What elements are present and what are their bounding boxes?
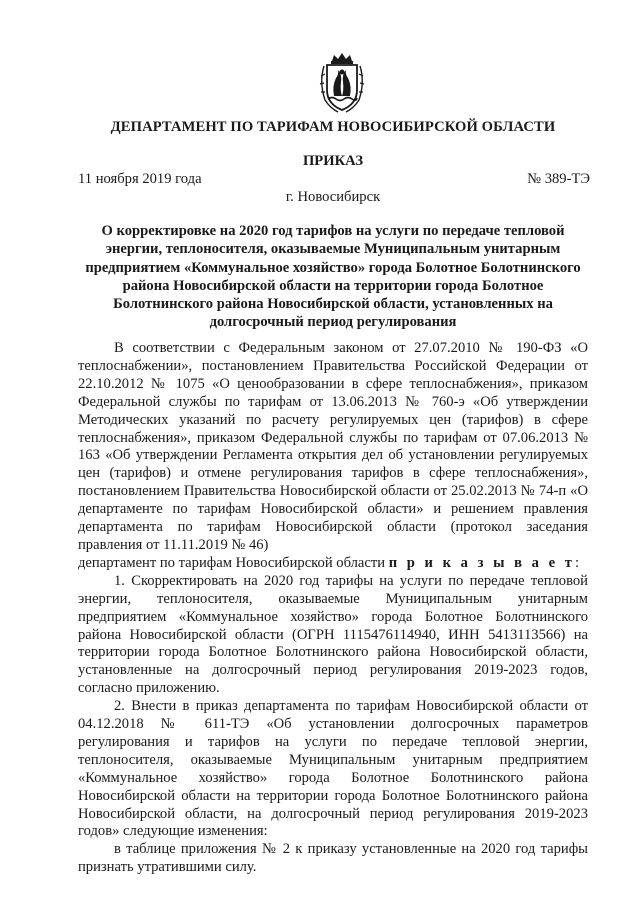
order-date: 11 ноября 2019 года [78, 171, 202, 187]
order-body [78, 340, 588, 877]
city: г. Новосибирск [285, 189, 381, 205]
order-colon: : [574, 554, 579, 571]
department-name: ДЕПАРТАМЕНТ ПО ТАРИФАМ НОВОСИБИРСКОЙ ОБЛАСТИ [110, 119, 556, 135]
order-number: № 389-ТЭ [527, 171, 590, 187]
document-type: ПРИКАЗ [302, 153, 364, 169]
item-1-paragraph: 1. Скорректировать на 2020 год тарифы на услуги по передаче тепловой энергии, теплоносителя, оказываемые Муниципальным унитарным предприятием «Коммунальное хозяйство» города Болотное Болотнинского района Новосибирской области (ОГРН 1115476114940, ИНН 5413113566) на территории города Болотное Болотнинского района Новосибирской области, установленные на долгосрочный период регулирования 2019-2023 годов, согласно приложению. [78, 572, 588, 697]
order-lead-text: департамент по тарифам Новосибирской области [78, 554, 386, 571]
novosibirsk-coat-of-arms-icon [316, 52, 368, 114]
order-keyword: п р и к а з ы в а е т [388, 554, 575, 571]
order-lead-paragraph [78, 555, 588, 573]
order-subject: О корректировке на 2020 год тарифов на услуги по передаче тепловой энергии, теплоносителя, оказываемые Муниципальным унитарным предприятием «Коммунальное хозяйство» города Болотное Болотнинского района Новосибирской области на территории города Болотное Болотнинского района Новосибирской области, установленных на долгосрочный период регулирования [85, 223, 581, 331]
item-2-paragraph: 2. Внести в приказ департамента по тарифам Новосибирской области от 04.12.2018 № 611-ТЭ «Об установлении долгосрочных параметров регулирования и тарифов на услуги по передаче тепловой энергии, теплоносителя, оказываемые Муниципальным унитарным предприятием «Коммунальное хозяйство» города Болотное Болотнинского района Новосибирской области на территории города Болотное Болотнинского района Новосибирской области, на долгосрочный период регулирования 2019-2023 годов» следующие изменения: [78, 698, 588, 840]
item-2-subparagraph: в таблице приложения № 2 к приказу установленные на 2020 год тарифы признать утратившими силу. [78, 841, 588, 876]
preamble-paragraph: В соответствии с Федеральным законом от 27.07.2010 № 190-ФЗ «О теплоснабжении», постановлением Правительства Российской Федерации от 22.10.2012 № 1075 «О ценообразовании в сфере теплоснабжения», приказом Федеральной службы по тарифам от 13.06.2013 № 760-э «Об утверждении Методических указаний по расчету регулируемых цен (тарифов) в сфере теплоснабжения», приказом Федеральной службы по тарифам от 07.06.2013 № 163 «Об утверждении Регламента открытия дел об установлении регулируемых цен (тарифов) и отмене регулирования тарифов в сфере теплоснабжения», постановлением Правительства Новосибирской области от 25.02.2013 № 74-п «О департаменте по тарифам Новосибирской области» и решением правления департамента по тарифам Новосибирской области (протокол заседания правления от 11.11.2019 № 46) [78, 340, 588, 553]
